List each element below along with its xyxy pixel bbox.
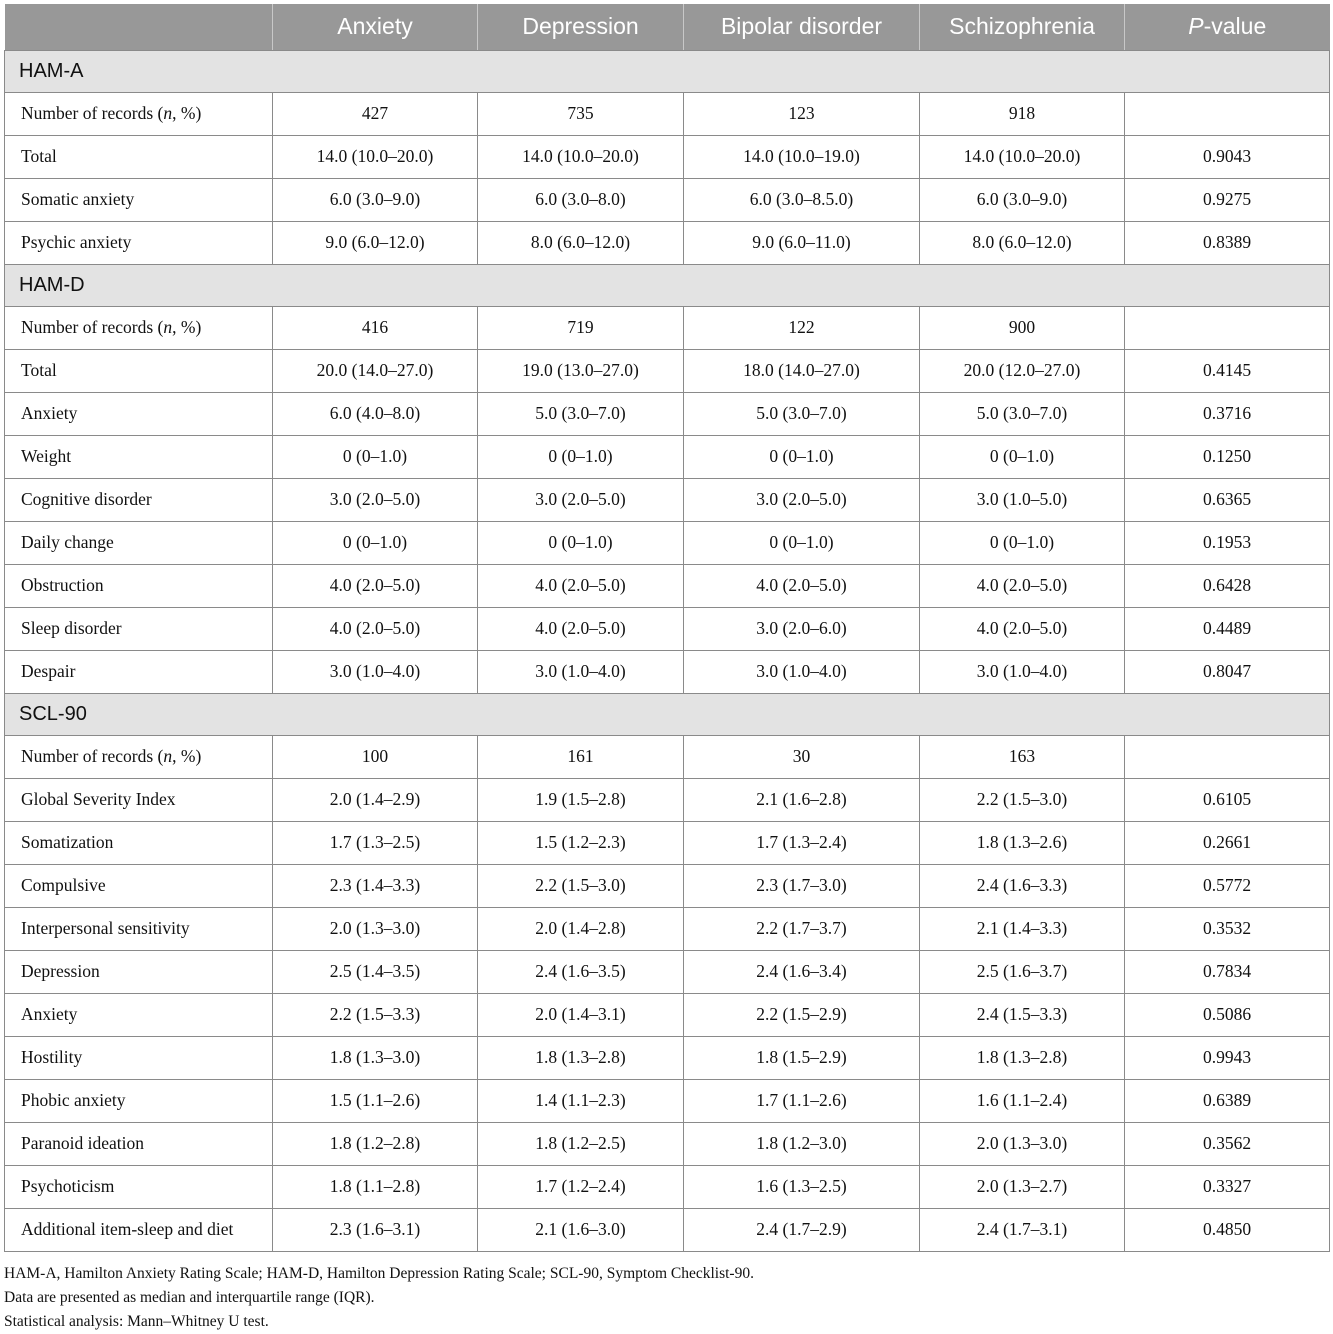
row-label: Hostility xyxy=(5,1036,273,1079)
cell-v3: 9.0 (6.0–11.0) xyxy=(684,221,920,264)
data-table-container xyxy=(4,4,1329,1252)
cell-v2: 14.0 (10.0–20.0) xyxy=(478,135,684,178)
cell-v1: 427 xyxy=(273,92,478,135)
table-row xyxy=(5,907,1330,950)
cell-p: 0.4850 xyxy=(1125,1208,1330,1251)
table-row xyxy=(5,778,1330,821)
header-blank xyxy=(5,4,273,50)
cell-v3: 1.6 (1.3–2.5) xyxy=(684,1165,920,1208)
row-label: Somatic anxiety xyxy=(5,178,273,221)
section-title: HAM-D xyxy=(5,264,1330,306)
cell-p: 0.3327 xyxy=(1125,1165,1330,1208)
cell-p: 0.2661 xyxy=(1125,821,1330,864)
header-schizophrenia: Schizophrenia xyxy=(920,4,1125,50)
cell-v2: 1.4 (1.1–2.3) xyxy=(478,1079,684,1122)
cell-v1: 6.0 (3.0–9.0) xyxy=(273,178,478,221)
cell-v1: 2.0 (1.3–3.0) xyxy=(273,907,478,950)
row-label: Total xyxy=(5,135,273,178)
cell-v3: 6.0 (3.0–8.5.0) xyxy=(684,178,920,221)
table-row xyxy=(5,864,1330,907)
cell-p: 0.3716 xyxy=(1125,392,1330,435)
row-label: Cognitive disorder xyxy=(5,478,273,521)
row-label: Anxiety xyxy=(5,392,273,435)
row-label: Interpersonal sensitivity xyxy=(5,907,273,950)
row-label: Depression xyxy=(5,950,273,993)
cell-v4: 8.0 (6.0–12.0) xyxy=(920,221,1125,264)
table-row xyxy=(5,392,1330,435)
cell-v4: 4.0 (2.0–5.0) xyxy=(920,607,1125,650)
cell-v4: 1.6 (1.1–2.4) xyxy=(920,1079,1125,1122)
cell-v3: 1.8 (1.5–2.9) xyxy=(684,1036,920,1079)
records-label-suffix: , %) xyxy=(172,317,202,337)
cell-p: 0.6105 xyxy=(1125,778,1330,821)
table-row xyxy=(5,950,1330,993)
cell-v3: 2.4 (1.7–2.9) xyxy=(684,1208,920,1251)
row-label: Weight xyxy=(5,435,273,478)
section-header-scl xyxy=(5,693,1330,735)
records-label-suffix: , %) xyxy=(172,103,202,123)
cell-v4: 14.0 (10.0–20.0) xyxy=(920,135,1125,178)
cell-v2: 719 xyxy=(478,306,684,349)
cell-v2: 3.0 (2.0–5.0) xyxy=(478,478,684,521)
header-bipolar-disorder: Bipolar disorder xyxy=(684,4,920,50)
records-label-n: n xyxy=(163,103,173,123)
cell-v3: 2.4 (1.6–3.4) xyxy=(684,950,920,993)
cell-v1: 2.5 (1.4–3.5) xyxy=(273,950,478,993)
cell-v3: 3.0 (2.0–6.0) xyxy=(684,607,920,650)
cell-v1: 4.0 (2.0–5.0) xyxy=(273,564,478,607)
cell-p: 0.3562 xyxy=(1125,1122,1330,1165)
cell-p xyxy=(1125,735,1330,778)
cell-p: 0.5086 xyxy=(1125,993,1330,1036)
header-anxiety: Anxiety xyxy=(273,4,478,50)
cell-v4: 2.0 (1.3–2.7) xyxy=(920,1165,1125,1208)
cell-v4: 900 xyxy=(920,306,1125,349)
cell-v1: 1.7 (1.3–2.5) xyxy=(273,821,478,864)
header-p-italic: P xyxy=(1188,13,1204,40)
cell-v2: 2.4 (1.6–3.5) xyxy=(478,950,684,993)
cell-v1: 0 (0–1.0) xyxy=(273,435,478,478)
row-label xyxy=(5,306,273,349)
cell-v4: 5.0 (3.0–7.0) xyxy=(920,392,1125,435)
table-row xyxy=(5,521,1330,564)
cell-v3: 5.0 (3.0–7.0) xyxy=(684,392,920,435)
table-row xyxy=(5,1122,1330,1165)
cell-v1: 1.8 (1.3–3.0) xyxy=(273,1036,478,1079)
cell-p: 0.3532 xyxy=(1125,907,1330,950)
cell-v4: 4.0 (2.0–5.0) xyxy=(920,564,1125,607)
row-label: Global Severity Index xyxy=(5,778,273,821)
cell-v2: 735 xyxy=(478,92,684,135)
cell-v2: 1.7 (1.2–2.4) xyxy=(478,1165,684,1208)
cell-v4: 6.0 (3.0–9.0) xyxy=(920,178,1125,221)
footnote-abbreviations: HAM-A, Hamilton Anxiety Rating Scale; HAM-D, Hamilton Depression Rating Scale; SCL-90, Symptom Checklist-90. xyxy=(4,1265,754,1282)
cell-v3: 30 xyxy=(684,735,920,778)
table-body xyxy=(5,50,1330,1251)
row-label: Sleep disorder xyxy=(5,607,273,650)
table-row xyxy=(5,349,1330,392)
section-header-hama xyxy=(5,50,1330,92)
cell-v4: 2.0 (1.3–3.0) xyxy=(920,1122,1125,1165)
cell-v4: 1.8 (1.3–2.6) xyxy=(920,821,1125,864)
header-depression: Depression xyxy=(478,4,684,50)
row-label: Despair xyxy=(5,650,273,693)
cell-v1: 2.2 (1.5–3.3) xyxy=(273,993,478,1036)
table-row xyxy=(5,478,1330,521)
row-label: Anxiety xyxy=(5,993,273,1036)
header-p-suffix: -value xyxy=(1203,13,1267,40)
cell-v3: 3.0 (1.0–4.0) xyxy=(684,650,920,693)
cell-v2: 161 xyxy=(478,735,684,778)
section-header-hamd xyxy=(5,264,1330,306)
cell-v4: 2.4 (1.5–3.3) xyxy=(920,993,1125,1036)
table-row xyxy=(5,135,1330,178)
cell-p xyxy=(1125,92,1330,135)
records-label-prefix: Number of records ( xyxy=(21,746,164,766)
cell-v3: 1.7 (1.3–2.4) xyxy=(684,821,920,864)
table-row-records xyxy=(5,92,1330,135)
row-label xyxy=(5,735,273,778)
footnote-statistical-analysis: Statistical analysis: Mann–Whitney U test. xyxy=(4,1313,269,1330)
table-row xyxy=(5,607,1330,650)
cell-v4: 3.0 (1.0–4.0) xyxy=(920,650,1125,693)
cell-v4: 2.4 (1.7–3.1) xyxy=(920,1208,1125,1251)
cell-p: 0.4145 xyxy=(1125,349,1330,392)
cell-v1: 416 xyxy=(273,306,478,349)
cell-v1: 9.0 (6.0–12.0) xyxy=(273,221,478,264)
row-label: Psychic anxiety xyxy=(5,221,273,264)
cell-p: 0.7834 xyxy=(1125,950,1330,993)
cell-p: 0.1250 xyxy=(1125,435,1330,478)
cell-v3: 14.0 (10.0–19.0) xyxy=(684,135,920,178)
cell-v4: 2.5 (1.6–3.7) xyxy=(920,950,1125,993)
cell-p: 0.9943 xyxy=(1125,1036,1330,1079)
records-label-prefix: Number of records ( xyxy=(21,103,164,123)
cell-v3: 123 xyxy=(684,92,920,135)
cell-v2: 6.0 (3.0–8.0) xyxy=(478,178,684,221)
cell-v2: 2.0 (1.4–3.1) xyxy=(478,993,684,1036)
cell-v3: 4.0 (2.0–5.0) xyxy=(684,564,920,607)
cell-v2: 0 (0–1.0) xyxy=(478,521,684,564)
cell-v1: 100 xyxy=(273,735,478,778)
row-label: Obstruction xyxy=(5,564,273,607)
header-row xyxy=(5,4,1330,50)
table-row xyxy=(5,1079,1330,1122)
table-row-records xyxy=(5,735,1330,778)
cell-p xyxy=(1125,306,1330,349)
cell-v4: 2.1 (1.4–3.3) xyxy=(920,907,1125,950)
cell-v1: 4.0 (2.0–5.0) xyxy=(273,607,478,650)
cell-p: 0.6389 xyxy=(1125,1079,1330,1122)
cell-v2: 2.0 (1.4–2.8) xyxy=(478,907,684,950)
cell-v4: 20.0 (12.0–27.0) xyxy=(920,349,1125,392)
cell-v2: 1.8 (1.3–2.8) xyxy=(478,1036,684,1079)
cell-v1: 1.8 (1.2–2.8) xyxy=(273,1122,478,1165)
table-row xyxy=(5,650,1330,693)
table-row xyxy=(5,1208,1330,1251)
cell-v1: 2.3 (1.4–3.3) xyxy=(273,864,478,907)
cell-v3: 2.1 (1.6–2.8) xyxy=(684,778,920,821)
row-label xyxy=(5,92,273,135)
cell-p: 0.1953 xyxy=(1125,521,1330,564)
cell-v4: 2.4 (1.6–3.3) xyxy=(920,864,1125,907)
cell-v1: 2.3 (1.6–3.1) xyxy=(273,1208,478,1251)
section-title: HAM-A xyxy=(5,50,1330,92)
row-label: Total xyxy=(5,349,273,392)
table-row-records xyxy=(5,306,1330,349)
cell-p: 0.8047 xyxy=(1125,650,1330,693)
cell-v2: 2.1 (1.6–3.0) xyxy=(478,1208,684,1251)
scales-comparison-table xyxy=(4,4,1330,1252)
cell-v1: 14.0 (10.0–20.0) xyxy=(273,135,478,178)
table-row xyxy=(5,221,1330,264)
records-label-n: n xyxy=(163,746,173,766)
row-label: Compulsive xyxy=(5,864,273,907)
cell-v4: 1.8 (1.3–2.8) xyxy=(920,1036,1125,1079)
cell-p: 0.8389 xyxy=(1125,221,1330,264)
table-row xyxy=(5,564,1330,607)
cell-v4: 2.2 (1.5–3.0) xyxy=(920,778,1125,821)
cell-p: 0.6365 xyxy=(1125,478,1330,521)
cell-p: 0.6428 xyxy=(1125,564,1330,607)
footnote-data-format: Data are presented as median and interquartile range (IQR). xyxy=(4,1289,375,1306)
cell-v1: 6.0 (4.0–8.0) xyxy=(273,392,478,435)
cell-v3: 1.8 (1.2–3.0) xyxy=(684,1122,920,1165)
cell-v4: 918 xyxy=(920,92,1125,135)
table-row xyxy=(5,435,1330,478)
cell-v1: 1.5 (1.1–2.6) xyxy=(273,1079,478,1122)
cell-p: 0.4489 xyxy=(1125,607,1330,650)
row-label: Daily change xyxy=(5,521,273,564)
table-row xyxy=(5,821,1330,864)
cell-v2: 3.0 (1.0–4.0) xyxy=(478,650,684,693)
cell-v3: 3.0 (2.0–5.0) xyxy=(684,478,920,521)
cell-v4: 0 (0–1.0) xyxy=(920,435,1125,478)
cell-v4: 3.0 (1.0–5.0) xyxy=(920,478,1125,521)
row-label: Additional item-sleep and diet xyxy=(5,1208,273,1251)
records-label-prefix: Number of records ( xyxy=(21,317,164,337)
cell-v2: 1.8 (1.2–2.5) xyxy=(478,1122,684,1165)
cell-v2: 0 (0–1.0) xyxy=(478,435,684,478)
header-p-value xyxy=(1125,4,1330,50)
table-row xyxy=(5,993,1330,1036)
cell-v3: 1.7 (1.1–2.6) xyxy=(684,1079,920,1122)
cell-v1: 2.0 (1.4–2.9) xyxy=(273,778,478,821)
cell-v1: 1.8 (1.1–2.8) xyxy=(273,1165,478,1208)
cell-v1: 3.0 (1.0–4.0) xyxy=(273,650,478,693)
cell-v2: 8.0 (6.0–12.0) xyxy=(478,221,684,264)
row-label: Phobic anxiety xyxy=(5,1079,273,1122)
cell-v3: 0 (0–1.0) xyxy=(684,521,920,564)
cell-v4: 0 (0–1.0) xyxy=(920,521,1125,564)
records-label-n: n xyxy=(163,317,173,337)
cell-v2: 1.9 (1.5–2.8) xyxy=(478,778,684,821)
cell-p: 0.5772 xyxy=(1125,864,1330,907)
cell-v3: 18.0 (14.0–27.0) xyxy=(684,349,920,392)
cell-v2: 4.0 (2.0–5.0) xyxy=(478,607,684,650)
cell-v1: 0 (0–1.0) xyxy=(273,521,478,564)
cell-p: 0.9043 xyxy=(1125,135,1330,178)
cell-v3: 2.2 (1.5–2.9) xyxy=(684,993,920,1036)
cell-p: 0.9275 xyxy=(1125,178,1330,221)
table-footnotes xyxy=(4,1262,1324,1334)
cell-v4: 163 xyxy=(920,735,1125,778)
table-row xyxy=(5,178,1330,221)
cell-v3: 0 (0–1.0) xyxy=(684,435,920,478)
records-label-suffix: , %) xyxy=(172,746,202,766)
cell-v3: 2.3 (1.7–3.0) xyxy=(684,864,920,907)
cell-v3: 122 xyxy=(684,306,920,349)
cell-v1: 3.0 (2.0–5.0) xyxy=(273,478,478,521)
table-row xyxy=(5,1165,1330,1208)
cell-v2: 5.0 (3.0–7.0) xyxy=(478,392,684,435)
cell-v1: 20.0 (14.0–27.0) xyxy=(273,349,478,392)
row-label: Paranoid ideation xyxy=(5,1122,273,1165)
row-label: Somatization xyxy=(5,821,273,864)
cell-v2: 19.0 (13.0–27.0) xyxy=(478,349,684,392)
cell-v3: 2.2 (1.7–3.7) xyxy=(684,907,920,950)
section-title: SCL-90 xyxy=(5,693,1330,735)
cell-v2: 4.0 (2.0–5.0) xyxy=(478,564,684,607)
cell-v2: 1.5 (1.2–2.3) xyxy=(478,821,684,864)
table-row xyxy=(5,1036,1330,1079)
cell-v2: 2.2 (1.5–3.0) xyxy=(478,864,684,907)
row-label: Psychoticism xyxy=(5,1165,273,1208)
